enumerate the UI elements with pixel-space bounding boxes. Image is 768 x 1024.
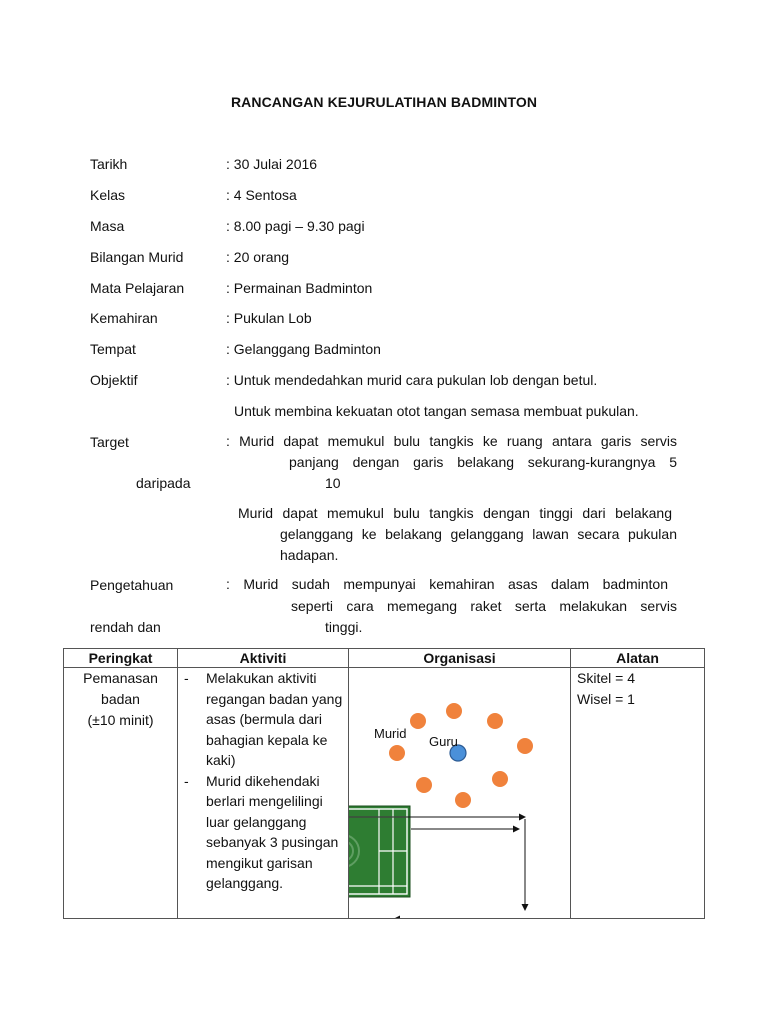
cell-peringkat bbox=[64, 668, 178, 919]
field-label-kemahiran: Kemahiran bbox=[90, 310, 158, 326]
page-title: RANCANGAN KEJURULATIHAN BADMINTON bbox=[230, 94, 538, 110]
target-para2-line-3: hadapan. bbox=[280, 547, 339, 563]
field-value-kemahiran: : Pukulan Lob bbox=[226, 310, 312, 326]
header-aktiviti: Aktiviti bbox=[178, 649, 349, 668]
guru-label: Guru bbox=[429, 734, 458, 749]
murid-dot bbox=[487, 713, 503, 729]
field-label-pengetahuan: Pengetahuan bbox=[90, 577, 174, 593]
field-label-target: Target bbox=[90, 434, 129, 450]
field-label-tempat: Tempat bbox=[90, 341, 136, 357]
murid-dot bbox=[389, 745, 405, 761]
peringkat-line: badan bbox=[101, 691, 140, 707]
target-line-3-left: daripada bbox=[136, 475, 191, 491]
alatan-item: Wisel = 1 bbox=[577, 691, 635, 707]
field-value-mata-pelajaran: : Permainan Badminton bbox=[226, 280, 373, 296]
pengetahuan-line-1: : Murid sudah mempunyai kemahiran asas dalam badminton bbox=[226, 576, 668, 592]
pengetahuan-line-3-left: rendah dan bbox=[90, 619, 161, 635]
dash-bullet: - bbox=[184, 670, 189, 686]
aktiviti-list bbox=[178, 668, 348, 894]
field-label-bilangan-murid: Bilangan Murid bbox=[90, 249, 184, 265]
murid-label: Murid bbox=[374, 726, 407, 741]
target-line-2: panjang dengan garis belakang sekurang-kurangnya 5 bbox=[289, 454, 677, 470]
organisation-diagram bbox=[349, 668, 571, 918]
header-organisasi: Organisasi bbox=[349, 649, 571, 668]
target-para2-line-2: gelanggang ke belakang gelanggang lawan secara pukulan bbox=[280, 526, 677, 542]
field-value-objektif: : Untuk mendedahkan murid cara pukulan lob dengan betul. bbox=[226, 372, 598, 388]
murid-dot bbox=[416, 777, 432, 793]
field-label-objektif: Objektif bbox=[90, 372, 138, 388]
murid-dot bbox=[492, 771, 508, 787]
table-row bbox=[64, 668, 705, 919]
cell-aktiviti bbox=[178, 668, 349, 919]
list-item bbox=[178, 771, 348, 894]
field-value-bilangan-murid: : 20 orang bbox=[226, 249, 290, 265]
header-peringkat: Peringkat bbox=[64, 649, 178, 668]
pengetahuan-line-3-right: tinggi. bbox=[325, 619, 363, 635]
badminton-court bbox=[349, 806, 410, 897]
list-item bbox=[178, 668, 348, 771]
peringkat-line: Pemanasan bbox=[83, 670, 158, 686]
aktiviti-text: Melakukan aktiviti regangan badan yang asas (bermula dari bahagian kepala ke kaki) bbox=[206, 670, 343, 768]
field-label-kelas: Kelas bbox=[90, 187, 126, 203]
header-alatan: Alatan bbox=[571, 649, 705, 668]
murid-dot bbox=[517, 738, 533, 754]
field-label-tarikh: Tarikh bbox=[90, 156, 128, 172]
cell-organisasi bbox=[349, 668, 571, 919]
aktiviti-text: Murid dikehendaki berlari mengelilingi luar gelanggang sebanyak 3 pusingan mengikut garisan gelanggang. bbox=[206, 772, 339, 891]
field-label-mata-pelajaran: Mata Pelajaran bbox=[90, 280, 185, 296]
field-value-tempat: : Gelanggang Badminton bbox=[226, 341, 381, 357]
target-para2-line-1: Murid dapat memukul bulu tangkis dengan tinggi dari belakang bbox=[238, 505, 672, 521]
murid-dot bbox=[410, 713, 426, 729]
murid-dot bbox=[446, 703, 462, 719]
field-value-tarikh: : 30 Julai 2016 bbox=[226, 156, 318, 172]
target-line-1: : Murid dapat memukul bulu tangkis ke ruang antara garis servis bbox=[226, 433, 677, 449]
cell-alatan bbox=[571, 668, 705, 919]
peringkat-line: (±10 minit) bbox=[87, 712, 154, 728]
target-line-3-right: 10 bbox=[325, 475, 341, 491]
pengetahuan-line-2: seperti cara memegang raket serta melakukan servis bbox=[291, 598, 677, 614]
lesson-plan-table bbox=[63, 648, 705, 919]
field-value-kelas: : 4 Sentosa bbox=[226, 187, 297, 203]
objektif-line-2: Untuk membina kekuatan otot tangan semasa membuat pukulan. bbox=[234, 403, 639, 419]
dash-bullet: - bbox=[184, 772, 189, 789]
field-value-masa: : 8.00 pagi – 9.30 pagi bbox=[226, 218, 365, 234]
alatan-item: Skitel = 4 bbox=[577, 670, 635, 686]
field-label-masa: Masa bbox=[90, 218, 125, 234]
murid-dot bbox=[455, 792, 471, 808]
table-header-row bbox=[64, 649, 705, 668]
